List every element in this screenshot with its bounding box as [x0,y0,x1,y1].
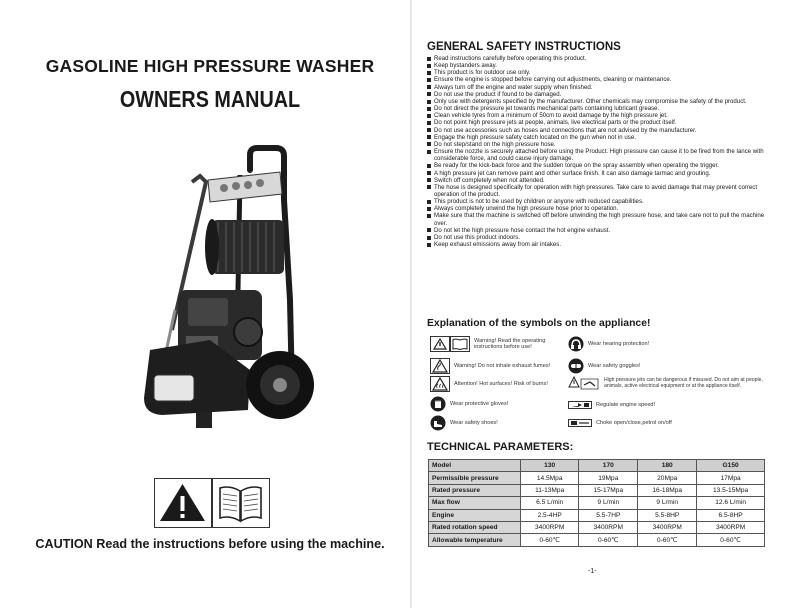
tech-table [428,459,765,547]
choke-icon [568,419,592,427]
table-row [429,509,765,521]
safety-item: Make sure that the machine is switched off before unwinding the high pressure hose, and take care not to pull the machine over. [427,212,777,226]
engine-speed-icon [568,401,592,409]
table-cell: 3400RPM [638,521,697,533]
safety-goggles-icon [568,358,584,374]
table-cell: 5.5-7HP [579,509,638,521]
symbol-ear-protection [568,336,758,352]
table-cell: 12.6 L/min [697,497,765,509]
page-number: -1- [588,568,597,575]
table-cell: 19Mpa [579,472,638,484]
ear-protection-icon [568,336,584,352]
document-subtitle: OWNERS MANUAL [119,86,301,112]
table-cell: 14.5Mpa [521,472,579,484]
safety-item: Clean vehicle tyres from a minimum of 50cm to avoid damage by the high pressure jet. [427,112,777,119]
symbol-text: Choke open/close,petrol on/off [596,419,672,426]
symbol-text: Wear hearing protection! [588,340,650,347]
symbol-text: Warning! Read the operating instructions before use! [474,337,546,350]
symbol-text: Warning! Do not inhale exhaust fumes! [454,362,551,369]
row-label: Max flow [429,497,521,509]
table-cell: 3400RPM [697,521,765,533]
symbol-hot-surface [430,376,566,392]
symbol-exhaust-fumes [430,358,566,374]
table-cell: 0-60℃ [638,534,697,546]
table-cell: 13.5-15Mpa [697,484,765,496]
safety-shoes-icon [430,415,446,431]
symbol-text: Wear safety goggles! [588,362,641,369]
table-row [429,534,765,546]
symbol-engine-speed [568,401,758,409]
safety-item: Keep exhaust emissions away from air intakes. [427,241,777,248]
safety-item: A high pressure jet can remove paint and other surface finish. It can also damage tarmac and grouting. [427,170,777,177]
table-cell: 3400RPM [521,521,579,533]
symbol-text: Wear safety shoes! [450,419,498,426]
column-header: 180 [638,460,697,472]
table-cell: 9 L/min [579,497,638,509]
table-cell: 2.5-4HP [521,509,579,521]
safety-item: Do not use accessories such as hoses and connections that are not advised by the manufacturer. [427,127,777,134]
safety-item: Engage the high pressure safety catch located on the gun when not in use. [427,134,777,141]
table-row [429,472,765,484]
symbol-text: Wear protective gloves! [450,400,509,407]
spray-danger-icon [568,375,600,391]
table-row [429,484,765,496]
safety-list [427,55,777,248]
row-label: Engine [429,509,521,521]
table-cell: 16-18Mpa [638,484,697,496]
read-manual-warning-icon [430,336,470,352]
safety-item: Do not direct the pressure jet towards mechanical parts containing lubricant grease. [427,105,777,112]
safety-item: Ensure the engine is stopped before carrying out adjustments, cleaning or maintenance. [427,76,777,83]
table-cell: 0-60℃ [521,534,579,546]
symbol-protective-gloves [430,396,566,412]
table-row [429,497,765,509]
safety-item: Keep bystanders away. [427,62,777,69]
table-cell: 9 L/min [638,497,697,509]
safety-item: Always completely unwind the high pressure hose prior to operation. [427,205,777,212]
safety-heading: GENERAL SAFETY INSTRUCTIONS [427,41,621,53]
symbol-safety-goggles [568,358,758,374]
row-label: Rated rotation speed [429,521,521,533]
pressure-washer-image [100,140,320,440]
document-title: GASOLINE HIGH PRESSURE WASHER [45,56,375,76]
safety-item: Do not let the high pressure hose contact the hot engine exhaust. [427,227,777,234]
table-cell: 20Mpa [638,472,697,484]
column-header: 170 [579,460,638,472]
safety-item: Ensure the nozzle is securely attached before using the Product. High pressure can cause it to be fired from the lance with considerable force, and could cause injury damage. [427,148,777,162]
safety-item: This product is not to be used by children or anyone with reduced capabilities. [427,198,777,205]
protective-gloves-icon [430,396,446,412]
tech-heading: TECHNICAL PARAMETERS: [427,441,574,453]
symbol-text: High pressure jets can be dangerous if misused. Do not aim at people, animals, active electrical equipment or at the appliance itself. [604,376,763,389]
row-label: Permissible pressure [429,472,521,484]
safety-item: Read instructions carefully before operating this product. [427,55,777,62]
safety-item: Always turn off the engine and water supply when finished. [427,84,777,91]
warning-triangle-icon [154,478,212,528]
table-cell: 15-17Mpa [579,484,638,496]
row-label: Allowable temperature [429,534,521,546]
page-fold [410,0,412,608]
safety-item: Do not point high pressure jets at people, animals, live electrical parts or the product itself. [427,119,777,126]
hot-surface-warning-icon [430,376,450,392]
safety-item: Do not use the product if found to be damaged. [427,91,777,98]
symbol-read-manual [430,336,566,352]
symbol-spray-danger [568,375,768,391]
open-book-icon [212,478,270,528]
safety-item: Only use with detergents specified by the manufacturer. Other chemicals may compromise the safety of the product. [427,98,777,105]
symbol-text: Attention! Hot surfaces! Risk of burns! [454,380,548,387]
table-cell: 6.5-8HP [697,509,765,521]
safety-item: This product is for outdoor use only. [427,69,777,76]
safety-item: Switch off completely when not attended. [427,177,777,184]
table-cell: 6.5 L/min [521,497,579,509]
column-header: 130 [521,460,579,472]
table-cell: 0-60℃ [579,534,638,546]
row-label: Rated pressure [429,484,521,496]
column-header: G150 [697,460,765,472]
safety-item: Do not use this product indoors. [427,234,777,241]
exhaust-fumes-warning-icon [430,358,450,374]
table-row [429,521,765,533]
column-header: Model [429,460,521,472]
safety-item: Be ready for the kick-back force and the sudden torque on the spray assembly when operating the trigger. [427,162,777,169]
symbol-choke [568,419,758,427]
symbol-text: Regulate engine speed! [596,401,656,408]
table-cell: 5.5-8HP [638,509,697,521]
table-cell: 11-13Mpa [521,484,579,496]
caution-note: CAUTION Read the instructions before using the machine. [35,537,385,551]
table-cell: 3400RPM [579,521,638,533]
safety-item: Do not step/stand on the high pressure hose. [427,141,777,148]
table-cell: 0-60℃ [697,534,765,546]
symbol-safety-shoes [430,415,566,431]
table-header-row [429,460,765,472]
symbols-heading: Explanation of the symbols on the appliance! [427,318,651,329]
table-cell: 17Mpa [697,472,765,484]
safety-item: The hose is designed specifically for operation with high pressures. Take care to avoid damage that may prevent correct operation of the product. [427,184,777,198]
